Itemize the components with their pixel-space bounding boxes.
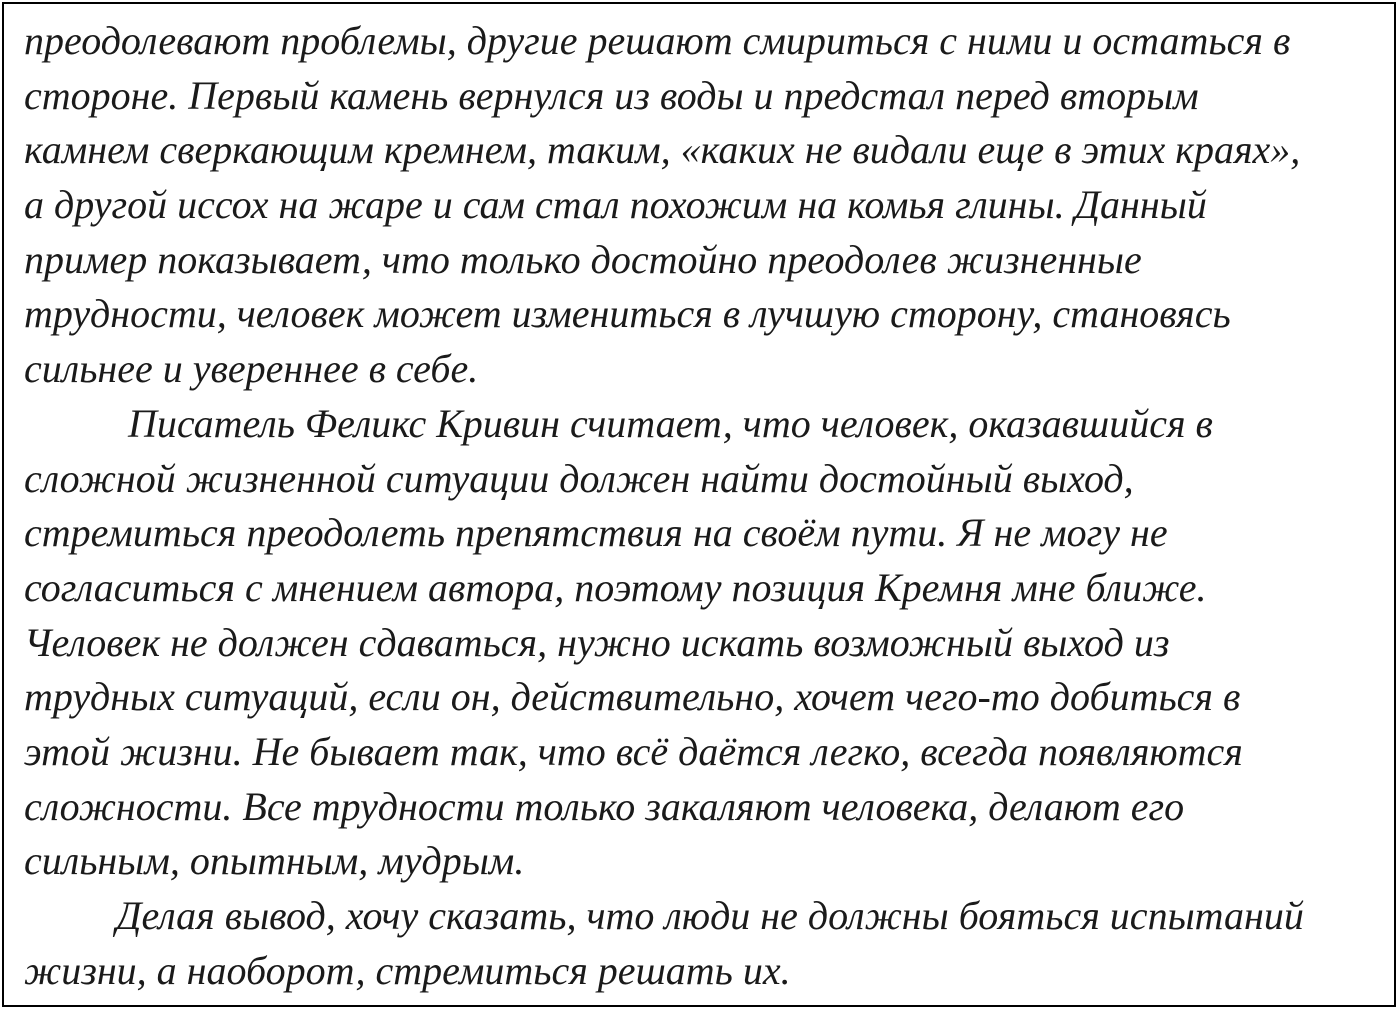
text-line: стремиться преодолеть препятствия на своём пути. Я не могу не (24, 510, 1168, 556)
text-line: камнем сверкающим кремнем, таким, «каких не видали еще в этих краях», (24, 127, 1301, 173)
paragraph-start-line: Делая вывод, хочу сказать, что люди не должны бояться испытаний (116, 893, 1304, 938)
text-line: Человек не должен сдаваться, нужно искать возможный выход из (24, 619, 1170, 665)
text-line: преодолевают проблемы, другие решают смириться с ними и остаться в (24, 18, 1291, 63)
text-line: трудности, человек может измениться в лучшую сторону, становясь (24, 291, 1231, 337)
text-line: этой жизни. Не бывает так, что всё даётся легко, всегда появляются (24, 728, 1243, 774)
paragraph-start-line: Писатель Феликс Кривин считает, что человек, оказавшийся в (128, 400, 1213, 446)
text-line: сложности. Все трудности только закаляют человека, делают его (24, 783, 1185, 829)
text-line: сильным, опытным, мудрым. (24, 838, 525, 884)
text-line: стороне. Первый камень вернулся из воды и предстал перед вторым (24, 72, 1199, 118)
text-line: трудных ситуаций, если он, действительно, хочет чего-то добиться в (24, 674, 1241, 720)
text-line: жизни, а наоборот, стремиться решать их. (24, 947, 791, 993)
text-line: сильнее и увереннее в себе. (24, 346, 479, 392)
text-line: сложной жизненной ситуации должен найти достойный выход, (24, 455, 1134, 501)
text-line: согласиться с мнением автора, поэтому позиция Кремня мне ближе. (24, 564, 1207, 610)
essay-text (24, 14, 1389, 998)
text-line: а другой иссох на жаре и сам стал похожим на комья глины. Данный (24, 182, 1207, 228)
text-line: пример показывает, что только достойно преодолев жизненные (24, 236, 1142, 282)
document-frame (2, 2, 1396, 1007)
